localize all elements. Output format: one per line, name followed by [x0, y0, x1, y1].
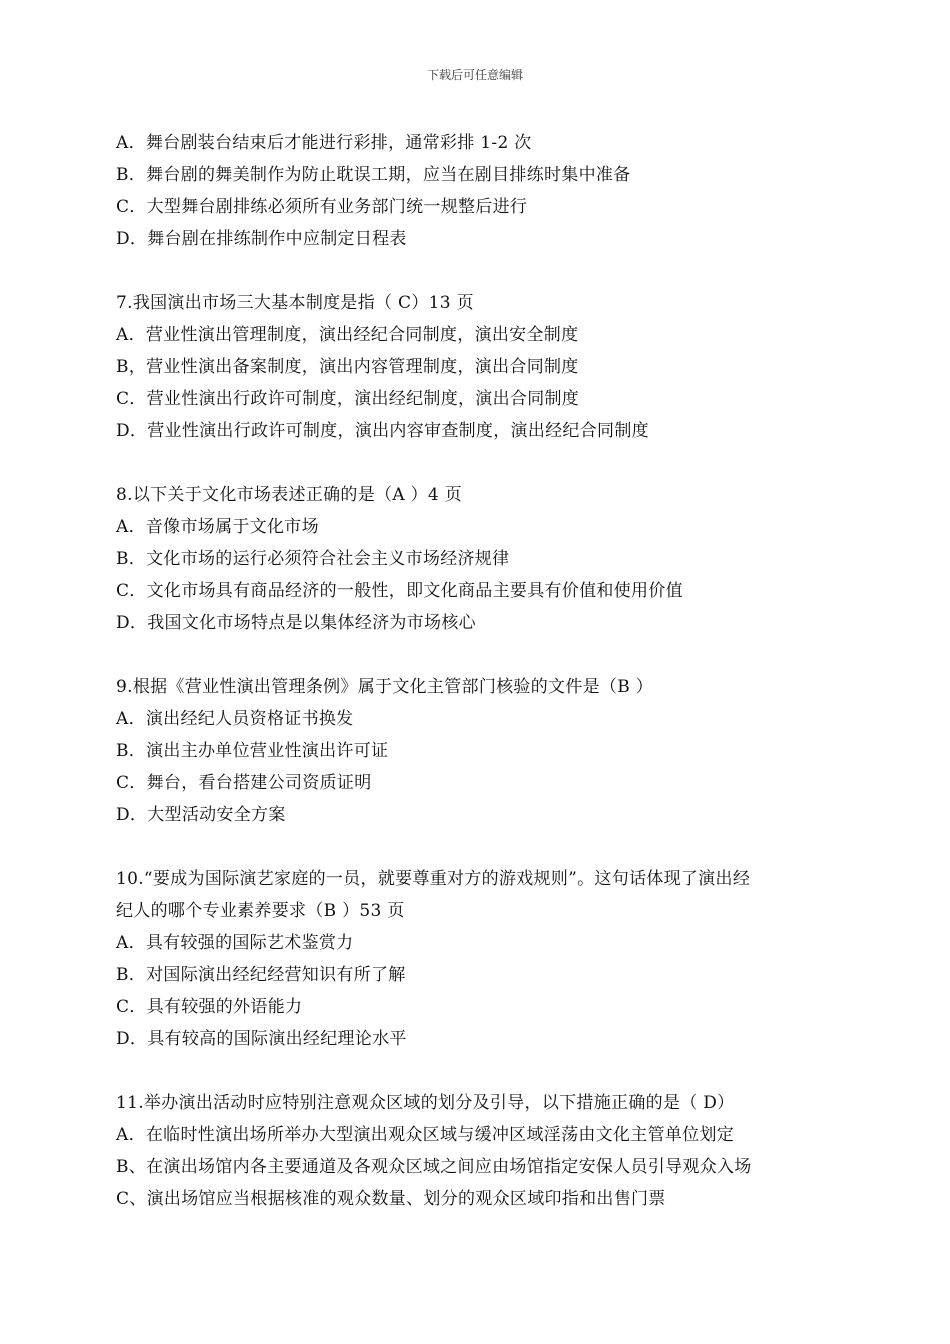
option-c: C．文化市场具有商品经济的一般性，即文化商品主要具有价值和使用价值 — [116, 581, 683, 601]
option-c: C、演出场馆应当根据核准的观众数量、划分的观众区域印指和出售门票 — [116, 1189, 666, 1209]
question-stem-line-1: 10.“要成为国际演艺家庭的一员，就要尊重对方的游戏规则”。这句话体现了演出经 — [116, 869, 751, 889]
option-a: A．音像市场属于文化市场 — [116, 517, 319, 537]
spacer — [116, 255, 846, 287]
question-11 — [116, 1087, 846, 1215]
question-stem: 9.根据《营业性演出管理条例》属于文化主管部门核验的文件是（B ） — [116, 677, 654, 697]
option-a: A．演出经纪人员资格证书换发 — [116, 709, 354, 729]
option-a: A．舞台剧装台结束后才能进行彩排，通常彩排 1-2 次 — [116, 133, 532, 153]
question-6-continued — [116, 127, 846, 255]
option-c: C．营业性演出行政许可制度，演出经纪制度，演出合同制度 — [116, 389, 580, 409]
spacer — [116, 639, 846, 671]
option-a: A．具有较强的国际艺术鉴赏力 — [116, 933, 354, 953]
option-c: C．舞台，看台搭建公司资质证明 — [116, 773, 372, 793]
option-b: B．对国际演出经纪经营知识有所了解 — [116, 965, 406, 985]
option-d: D．具有较高的国际演出经纪理论水平 — [116, 1029, 407, 1049]
option-b: B，营业性演出备案制度，演出内容管理制度，演出合同制度 — [116, 357, 579, 377]
option-d: D．我国文化市场特点是以集体经济为市场核心 — [116, 613, 476, 633]
spacer — [116, 447, 846, 479]
option-d: D．舞台剧在排练制作中应制定日程表 — [116, 229, 407, 249]
option-b: B．舞台剧的舞美制作为防止耽误工期，应当在剧目排练时集中准备 — [116, 165, 631, 185]
option-c: C．具有较强的外语能力 — [116, 997, 303, 1017]
question-7 — [116, 287, 846, 447]
option-b: B、在演出场馆内各主要通道及各观众区域之间应由场馆指定安保人员引导观众入场 — [116, 1157, 752, 1177]
question-10 — [116, 863, 846, 1055]
option-d: D．大型活动安全方案 — [116, 805, 286, 825]
option-c: C．大型舞台剧排练必须所有业务部门统一规整后进行 — [116, 197, 528, 217]
option-a: A．在临时性演出场所举办大型演出观众区域与缓冲区域淫荡由文化主管单位划定 — [116, 1125, 735, 1145]
spacer — [116, 1055, 846, 1087]
option-b: B．演出主办单位营业性演出许可证 — [116, 741, 389, 761]
question-9 — [116, 671, 846, 831]
question-stem: 11.举办演出活动时应特别注意观众区域的划分及引导，以下措施正确的是（ D） — [116, 1093, 735, 1113]
option-d: D．营业性演出行政许可制度，演出内容审查制度，演出经纪合同制度 — [116, 421, 649, 441]
option-b: B．文化市场的运行必须符合社会主义市场经济规律 — [116, 549, 510, 569]
question-stem-line-2: 纪人的哪个专业素养要求（B ）53 页 — [116, 901, 405, 921]
option-a: A．营业性演出管理制度，演出经纪合同制度，演出安全制度 — [116, 325, 579, 345]
question-8 — [116, 479, 846, 639]
document-body — [116, 127, 846, 1215]
page-header: 下载后可任意编辑 — [426, 68, 523, 82]
question-stem: 8.以下关于文化市场表述正确的是（A ）4 页 — [116, 485, 463, 505]
spacer — [116, 831, 846, 863]
question-stem: 7.我国演出市场三大基本制度是指（ C）13 页 — [116, 293, 474, 313]
